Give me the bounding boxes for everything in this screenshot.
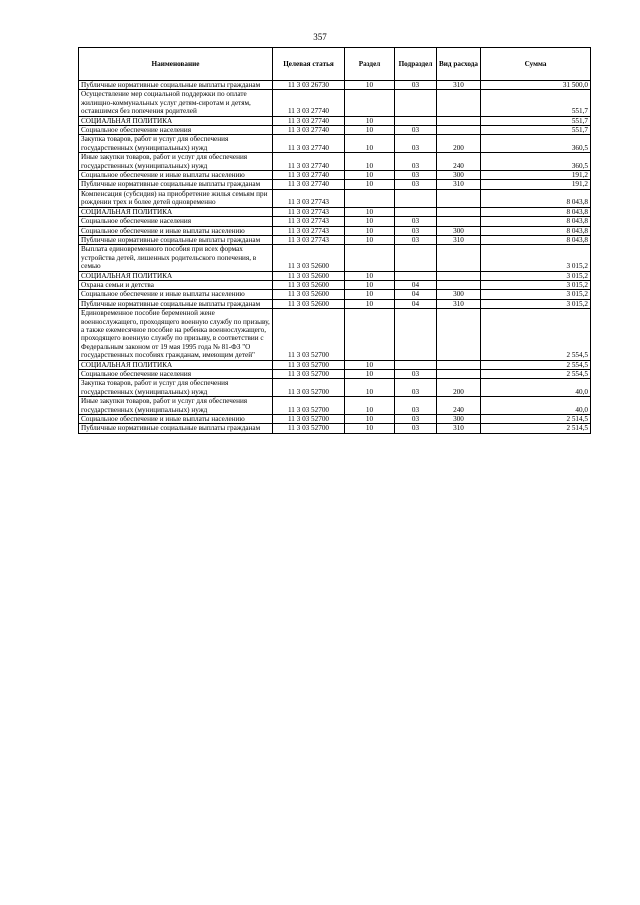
cell-name: Социальное обеспечение населения [79, 126, 273, 135]
cell-type [437, 280, 481, 289]
cell-sum: 2 554,5 [481, 360, 591, 369]
cell-subsection: 03 [395, 180, 437, 189]
table-row [79, 90, 591, 116]
cell-sum: 360,5 [481, 153, 591, 171]
cell-name: Социальное обеспечение и иные выплаты населению [79, 415, 273, 424]
table-row [79, 126, 591, 135]
cell-type [437, 360, 481, 369]
header-sum: Сумма [481, 48, 591, 81]
cell-code: 11 3 03 52600 [273, 290, 345, 299]
cell-sum: 8 043,8 [481, 235, 591, 244]
cell-type: 300 [437, 226, 481, 235]
cell-name: СОЦИАЛЬНАЯ ПОЛИТИКА [79, 207, 273, 216]
cell-subsection: 03 [395, 171, 437, 180]
cell-subsection: 03 [395, 379, 437, 397]
header-subsection: Подраздел [395, 48, 437, 81]
cell-section: 10 [345, 415, 395, 424]
cell-subsection: 03 [395, 424, 437, 433]
header-type: Вид расхода [437, 48, 481, 81]
table-row [79, 309, 591, 360]
cell-section: 10 [345, 126, 395, 135]
cell-subsection [395, 360, 437, 369]
cell-code: 11 3 03 27740 [273, 180, 345, 189]
cell-name: Социальное обеспечение и иные выплаты населению [79, 226, 273, 235]
header-section: Раздел [345, 48, 395, 81]
cell-subsection [395, 116, 437, 125]
cell-name: Социальное обеспечение населения [79, 370, 273, 379]
cell-type [437, 370, 481, 379]
cell-subsection: 03 [395, 81, 437, 90]
cell-code: 11 3 03 52700 [273, 379, 345, 397]
cell-section: 10 [345, 207, 395, 216]
cell-section: 10 [345, 226, 395, 235]
cell-section: 10 [345, 116, 395, 125]
cell-type [437, 189, 481, 207]
cell-code: 11 3 03 27743 [273, 217, 345, 226]
table-row [79, 116, 591, 125]
table-row [79, 171, 591, 180]
table-row [79, 217, 591, 226]
cell-name: Публичные нормативные социальные выплаты гражданам [79, 424, 273, 433]
cell-subsection [395, 189, 437, 207]
cell-name: Социальное обеспечение населения [79, 217, 273, 226]
cell-section: 10 [345, 180, 395, 189]
cell-sum: 2 514,5 [481, 424, 591, 433]
table-row [79, 424, 591, 433]
cell-code: 11 3 03 52600 [273, 271, 345, 280]
table-row [79, 180, 591, 189]
table-row [79, 207, 591, 216]
cell-section: 10 [345, 271, 395, 280]
cell-code: 11 3 03 52700 [273, 424, 345, 433]
cell-name: Иные закупки товаров, работ и услуг для обеспечения государственных (муниципальных) нужд [79, 397, 273, 415]
table-header-row [79, 48, 591, 81]
cell-section: 10 [345, 424, 395, 433]
cell-code: 11 3 03 27740 [273, 90, 345, 116]
table-row [79, 360, 591, 369]
cell-section: 10 [345, 379, 395, 397]
cell-name: Единовременное пособие беременной жене военнослужащего, проходящего военную службу по призыву, а также ежемесячное пособие на ребенка военнослужащего, проходящего военную службу по призыву, в соответствии с Федеральным законом от 19 мая 1995 года № 81-ФЗ "О государственных пособиях гражданам, имеющим детей" [79, 309, 273, 360]
header-code: Целевая статья [273, 48, 345, 81]
cell-section: 10 [345, 290, 395, 299]
cell-type [437, 116, 481, 125]
cell-type: 310 [437, 299, 481, 308]
cell-type: 300 [437, 290, 481, 299]
cell-sum: 8 043,8 [481, 189, 591, 207]
table-row [79, 299, 591, 308]
cell-name: Публичные нормативные социальные выплаты гражданам [79, 235, 273, 244]
table-row [79, 280, 591, 289]
table-row [79, 290, 591, 299]
cell-section [345, 309, 395, 360]
cell-section: 10 [345, 217, 395, 226]
cell-sum: 2 554,5 [481, 370, 591, 379]
cell-subsection: 03 [395, 126, 437, 135]
cell-sum: 360,5 [481, 135, 591, 153]
cell-subsection: 03 [395, 415, 437, 424]
budget-table [78, 47, 591, 434]
cell-name: Иные закупки товаров, работ и услуг для обеспечения государственных (муниципальных) нужд [79, 153, 273, 171]
cell-subsection: 03 [395, 370, 437, 379]
cell-section: 10 [345, 81, 395, 90]
cell-code: 11 3 03 52700 [273, 415, 345, 424]
cell-type: 310 [437, 180, 481, 189]
table-row [79, 370, 591, 379]
cell-type: 310 [437, 235, 481, 244]
table-row [79, 135, 591, 153]
cell-sum: 551,7 [481, 90, 591, 116]
cell-sum: 8 043,8 [481, 226, 591, 235]
cell-code: 11 3 03 27743 [273, 226, 345, 235]
cell-subsection: 03 [395, 217, 437, 226]
cell-section [345, 189, 395, 207]
cell-code: 11 3 03 27743 [273, 189, 345, 207]
cell-type: 240 [437, 153, 481, 171]
cell-code: 11 3 03 27740 [273, 171, 345, 180]
cell-code: 11 3 03 52700 [273, 360, 345, 369]
cell-sum: 31 500,0 [481, 81, 591, 90]
cell-name: Выплата единовременного пособия при всех формах устройства детей, лишенных родительского попечения, в семью [79, 245, 273, 271]
cell-subsection: 03 [395, 397, 437, 415]
cell-subsection: 04 [395, 290, 437, 299]
table-row [79, 235, 591, 244]
cell-sum: 3 015,2 [481, 245, 591, 271]
cell-subsection [395, 207, 437, 216]
cell-sum: 8 043,8 [481, 217, 591, 226]
cell-subsection: 03 [395, 153, 437, 171]
cell-type: 300 [437, 415, 481, 424]
cell-type [437, 309, 481, 360]
cell-name: Публичные нормативные социальные выплаты гражданам [79, 299, 273, 308]
cell-name: Социальное обеспечение и иные выплаты населению [79, 171, 273, 180]
cell-code: 11 3 03 27740 [273, 116, 345, 125]
cell-name: СОЦИАЛЬНАЯ ПОЛИТИКА [79, 360, 273, 369]
cell-section: 10 [345, 153, 395, 171]
cell-section: 10 [345, 360, 395, 369]
cell-subsection: 04 [395, 280, 437, 289]
cell-section: 10 [345, 171, 395, 180]
table-row [79, 226, 591, 235]
cell-subsection: 03 [395, 226, 437, 235]
cell-type [437, 126, 481, 135]
cell-subsection: 03 [395, 135, 437, 153]
header-name: Наименование [79, 48, 273, 81]
cell-name: СОЦИАЛЬНАЯ ПОЛИТИКА [79, 116, 273, 125]
cell-section: 10 [345, 299, 395, 308]
cell-name: Компенсация (субсидия) на приобретение жилья семьям при рождении трех и более детей одновременно [79, 189, 273, 207]
cell-sum: 3 015,2 [481, 280, 591, 289]
cell-type: 200 [437, 135, 481, 153]
cell-sum: 2 514,5 [481, 415, 591, 424]
cell-sum: 2 554,5 [481, 309, 591, 360]
cell-name: Охрана семьи и детства [79, 280, 273, 289]
cell-sum: 551,7 [481, 126, 591, 135]
cell-sum: 191,2 [481, 180, 591, 189]
table-row [79, 271, 591, 280]
cell-code: 11 3 03 52700 [273, 309, 345, 360]
cell-subsection: 04 [395, 299, 437, 308]
cell-code: 11 3 03 52600 [273, 299, 345, 308]
cell-type: 310 [437, 424, 481, 433]
cell-type [437, 90, 481, 116]
cell-code: 11 3 03 27740 [273, 135, 345, 153]
cell-sum: 191,2 [481, 171, 591, 180]
cell-code: 11 3 03 52600 [273, 245, 345, 271]
cell-type [437, 271, 481, 280]
cell-section: 10 [345, 397, 395, 415]
cell-type: 200 [437, 379, 481, 397]
cell-name: СОЦИАЛЬНАЯ ПОЛИТИКА [79, 271, 273, 280]
table-row [79, 245, 591, 271]
table-row [79, 153, 591, 171]
cell-sum: 3 015,2 [481, 290, 591, 299]
cell-type: 300 [437, 171, 481, 180]
cell-section [345, 90, 395, 116]
cell-subsection [395, 245, 437, 271]
table-row [79, 415, 591, 424]
cell-subsection [395, 271, 437, 280]
cell-code: 11 3 03 26730 [273, 81, 345, 90]
cell-section [345, 245, 395, 271]
cell-section: 10 [345, 280, 395, 289]
page-number: 357 [313, 32, 327, 42]
cell-subsection: 03 [395, 235, 437, 244]
cell-code: 11 3 03 27740 [273, 153, 345, 171]
cell-type: 240 [437, 397, 481, 415]
cell-section: 10 [345, 370, 395, 379]
cell-section: 10 [345, 135, 395, 153]
cell-name: Закупка товаров, работ и услуг для обеспечения государственных (муниципальных) нужд [79, 379, 273, 397]
cell-name: Публичные нормативные социальные выплаты гражданам [79, 180, 273, 189]
cell-name: Социальное обеспечение и иные выплаты населению [79, 290, 273, 299]
cell-sum: 40,0 [481, 379, 591, 397]
cell-type [437, 207, 481, 216]
cell-code: 11 3 03 27743 [273, 207, 345, 216]
table-body [79, 81, 591, 434]
cell-name: Осуществление мер социальной поддержки по оплате жилищно-коммунальных услуг детям-сиротам и детям, оставшимся без попечения родителей [79, 90, 273, 116]
cell-sum: 40,0 [481, 397, 591, 415]
cell-code: 11 3 03 27740 [273, 126, 345, 135]
cell-code: 11 3 03 52700 [273, 370, 345, 379]
cell-sum: 3 015,2 [481, 271, 591, 280]
table-row [79, 189, 591, 207]
table-row [79, 81, 591, 90]
cell-sum: 3 015,2 [481, 299, 591, 308]
cell-code: 11 3 03 52600 [273, 280, 345, 289]
table-row [79, 397, 591, 415]
cell-type [437, 245, 481, 271]
cell-section: 10 [345, 235, 395, 244]
cell-code: 11 3 03 27743 [273, 235, 345, 244]
cell-type: 310 [437, 81, 481, 90]
cell-name: Закупка товаров, работ и услуг для обеспечения государственных (муниципальных) нужд [79, 135, 273, 153]
cell-type [437, 217, 481, 226]
cell-sum: 551,7 [481, 116, 591, 125]
cell-code: 11 3 03 52700 [273, 397, 345, 415]
table-row [79, 379, 591, 397]
cell-name: Публичные нормативные социальные выплаты гражданам [79, 81, 273, 90]
cell-subsection [395, 309, 437, 360]
cell-subsection [395, 90, 437, 116]
cell-sum: 8 043,8 [481, 207, 591, 216]
